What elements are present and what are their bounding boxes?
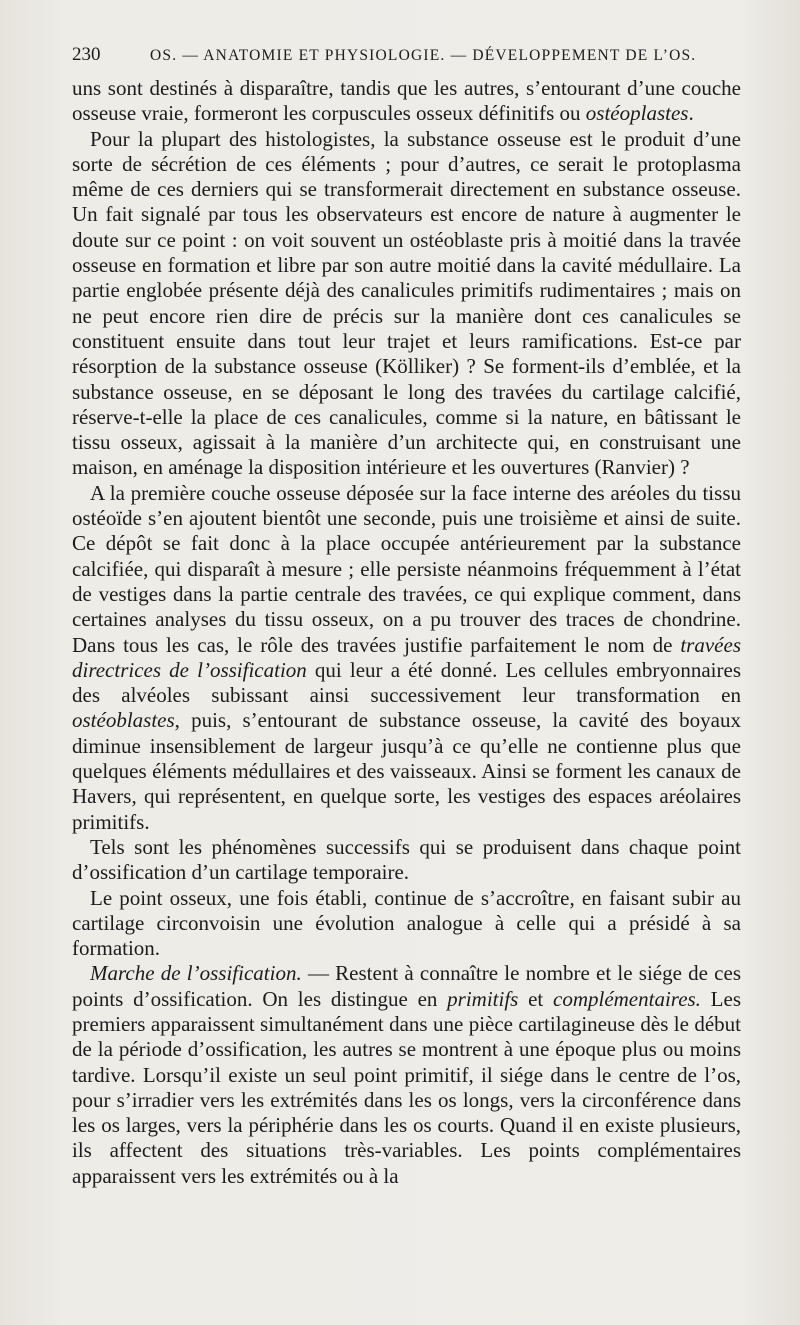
paragraph-6-text-a: — Restent à connaître le nombre et le siége de ces points d’ossification. On les distingue en [72, 961, 741, 1011]
paragraph-3-text-b: qui leur a été donné. Les cellules embryonnaires des alvéoles subissant ainsi successivement leur transformation en [72, 657, 741, 708]
paragraph-3-text-a: A la première couche osseuse déposée sur la face interne des aréoles du tissu ostéoïde s’en ajoutent bientôt une seconde, puis une troisième et ainsi de suite. Ce dépôt se fait donc à la place occupée antérieurement par la substance calcifiée, qui disparaît à mesure ; elle persiste néanmoins fréquemment à l’état de vestiges dans la partie centrale des travées, ce qui explique comment, dans certaines analyses du tissu osseux, on a pu trouver des traces de chondrine. Dans tous les cas, le rôle des travées justifie parfaitement le nom de [72, 480, 741, 657]
body-text [72, 76, 741, 1189]
paragraph-6 [72, 961, 741, 1189]
term-primitifs: primitifs [447, 986, 519, 1011]
term-osteoplastes: ostéoplastes [585, 101, 689, 126]
running-title: OS. — ANATOMIE ET PHYSIOLOGIE. — DÉVELOPPEMENT DE L’OS. [150, 47, 697, 64]
paragraph-3 [72, 481, 741, 835]
paragraph-1 [72, 76, 741, 127]
paragraph-2: Pour la plupart des histologistes, la substance osseuse est le produit d’une sorte de sécrétion de ces éléments ; pour d’autres, ce serait le protoplasma même de ces derniers qui se transformerait directement en substance osseuse. Un fait signalé par tous les observateurs est encore de nature à augmenter le doute sur ce point : on voit souvent un ostéoblaste pris à moitié dans la travée osseuse en formation et libre par son autre moitié dans la cavité médullaire. La partie englobée présente déjà des canalicules primitifs rudimentaires ; mais on ne peut encore rien dire de précis sur la manière dont ces canalicules se constituent ensuite dans tout leur trajet et leurs ramifications. Est-ce par résorption de la substance osseuse (Kölliker) ? Se forment-ils d’emblée, et la substance osseuse, en se déposant le long des travées du cartilage calcifié, réserve-t-elle la place de ces canalicules, comme si la nature, en bâtissant le tissu osseux, agissait à la manière d’un architecte qui, en construisant une maison, en aménage la disposition intérieure et les ouvertures (Ranvier) ? [72, 126, 741, 480]
running-header [72, 44, 752, 70]
page-number: 230 [72, 44, 101, 65]
paragraph-6-text-c: Les premiers apparaissent simultanément dans une pièce cartilagineuse dès le début de la période d’ossification, les autres se montrent à une époque plus ou moins tardive. Lorsqu’il existe un seul point primitif, il siége dans le centre de l’os, pour s’irradier vers les extrémités dans les os longs, vers la circonférence dans les os larges, vers la périphérie dans les os courts. Quand il en existe plusieurs, ils affectent des situations très-variables. Les points complémentaires apparaissent vers les extrémités ou à la [72, 986, 741, 1188]
term-osteoblastes: ostéoblastes [72, 708, 175, 733]
paragraph-1-text-a: uns sont destinés à disparaître, tandis que les autres, s’entourant d’une couche osseuse vraie, formeront les corpuscules osseux définitifs ou [72, 76, 741, 126]
paragraph-4: Tels sont les phénomènes successifs qui se produisent dans chaque point d’ossification d’un cartilage temporaire. [72, 834, 741, 885]
section-heading-marche: Marche de l’ossification. [90, 961, 302, 986]
paragraph-6-text-b: et [518, 986, 553, 1011]
term-complementaires: complémentaires. [553, 986, 701, 1011]
paragraph-5: Le point osseux, une fois établi, continue de s’accroître, en faisant subir au cartilage circonvoisin une évolution analogue à celle qui a présidé à sa formation. [72, 885, 741, 961]
term-travees-directrices: travées directrices de l’ossification [72, 632, 741, 682]
paragraph-3-text-c: , puis, s’entourant de substance osseuse, la cavité des boyaux diminue insensiblement de largeur jusqu’à ce qu’elle ne contienne plus que quelques éléments médullaires et des vaisseaux. Ainsi se forment les canaux de Havers, qui représentent, en quelque sorte, les vestiges des espaces aréolaires primitifs. [72, 708, 741, 834]
paragraph-1-text-b: . [688, 101, 694, 126]
